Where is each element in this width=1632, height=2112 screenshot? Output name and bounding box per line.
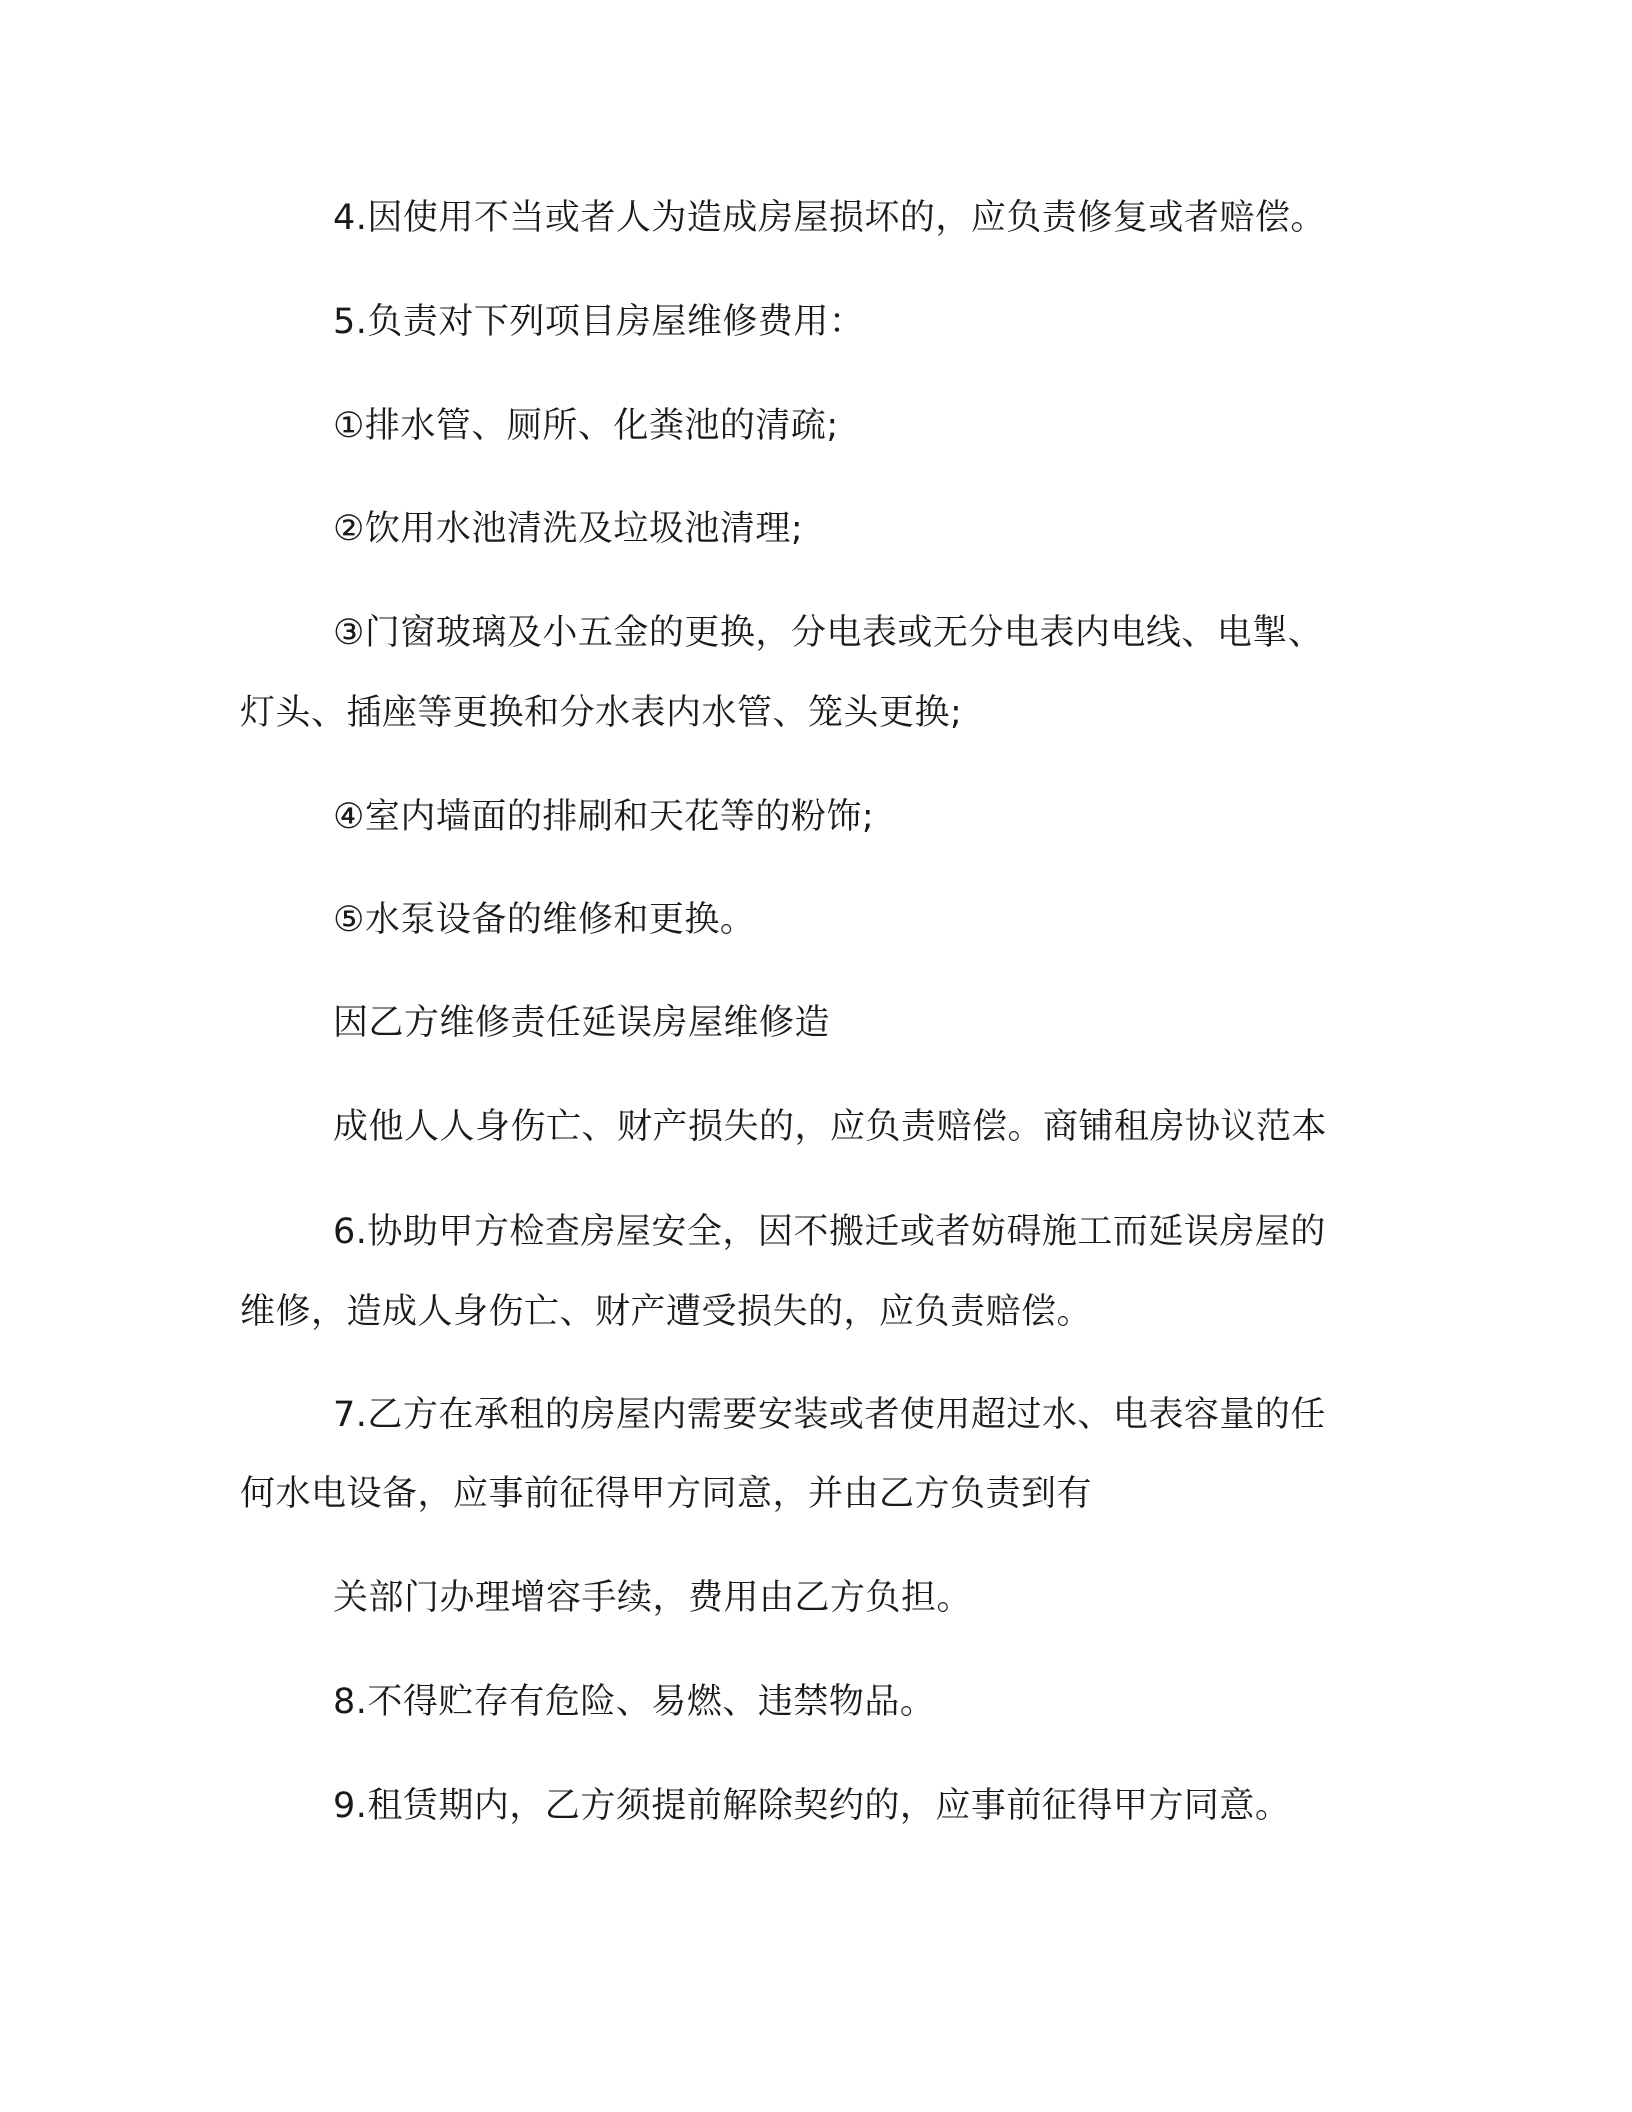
clause-5-item-2: ②饮用水池清洗及垃圾池清理; xyxy=(333,509,804,549)
clause-7-text: 7.乙方在承租的房屋内需要安装或者使用超过水、电表容量的任 xyxy=(333,1395,1326,1435)
liability-text-continued: 成他人人身伤亡、财产损失的，应负责赔偿。商铺租房协议范本 xyxy=(333,1107,1328,1147)
clause-4-text: 4.因使用不当或者人为造成房屋损坏的，应负责修复或者赔偿。 xyxy=(333,198,1326,238)
clause-5-text: 5.负责对下列项目房屋维修费用： xyxy=(333,302,865,342)
clause-5-item-3: ③门窗玻璃及小五金的更换，分电表或无分电表内电线、电掣、 xyxy=(333,613,1324,653)
clause-5-item-5: ⑤水泵设备的维修和更换。 xyxy=(333,900,756,940)
clause-5-item-1: ①排水管、厕所、化粪池的清疏; xyxy=(333,406,839,446)
clause-5-item-3-continued: 灯头、插座等更换和分水表内水管、笼头更换; xyxy=(240,693,963,733)
clause-5-item-4: ④室内墙面的排刷和天花等的粉饰; xyxy=(333,797,875,837)
clause-9-text: 9.租赁期内，乙方须提前解除契约的，应事前征得甲方同意。 xyxy=(333,1786,1291,1826)
clause-7-text-continued: 何水电设备，应事前征得甲方同意，并由乙方负责到有 xyxy=(240,1474,1093,1514)
liability-text: 因乙方维修责任延误房屋维修造 xyxy=(333,1003,831,1043)
clause-6-text-continued: 维修，造成人身伤亡、财产遭受损失的，应负责赔偿。 xyxy=(240,1292,1093,1332)
clause-6-text: 6.协助甲方检查房屋安全，因不搬迁或者妨碍施工而延误房屋的 xyxy=(333,1212,1326,1252)
clause-8-text: 8.不得贮存有危险、易燃、违禁物品。 xyxy=(333,1682,936,1722)
clause-7-text-end: 关部门办理增容手续，费用由乙方负担。 xyxy=(333,1578,973,1618)
